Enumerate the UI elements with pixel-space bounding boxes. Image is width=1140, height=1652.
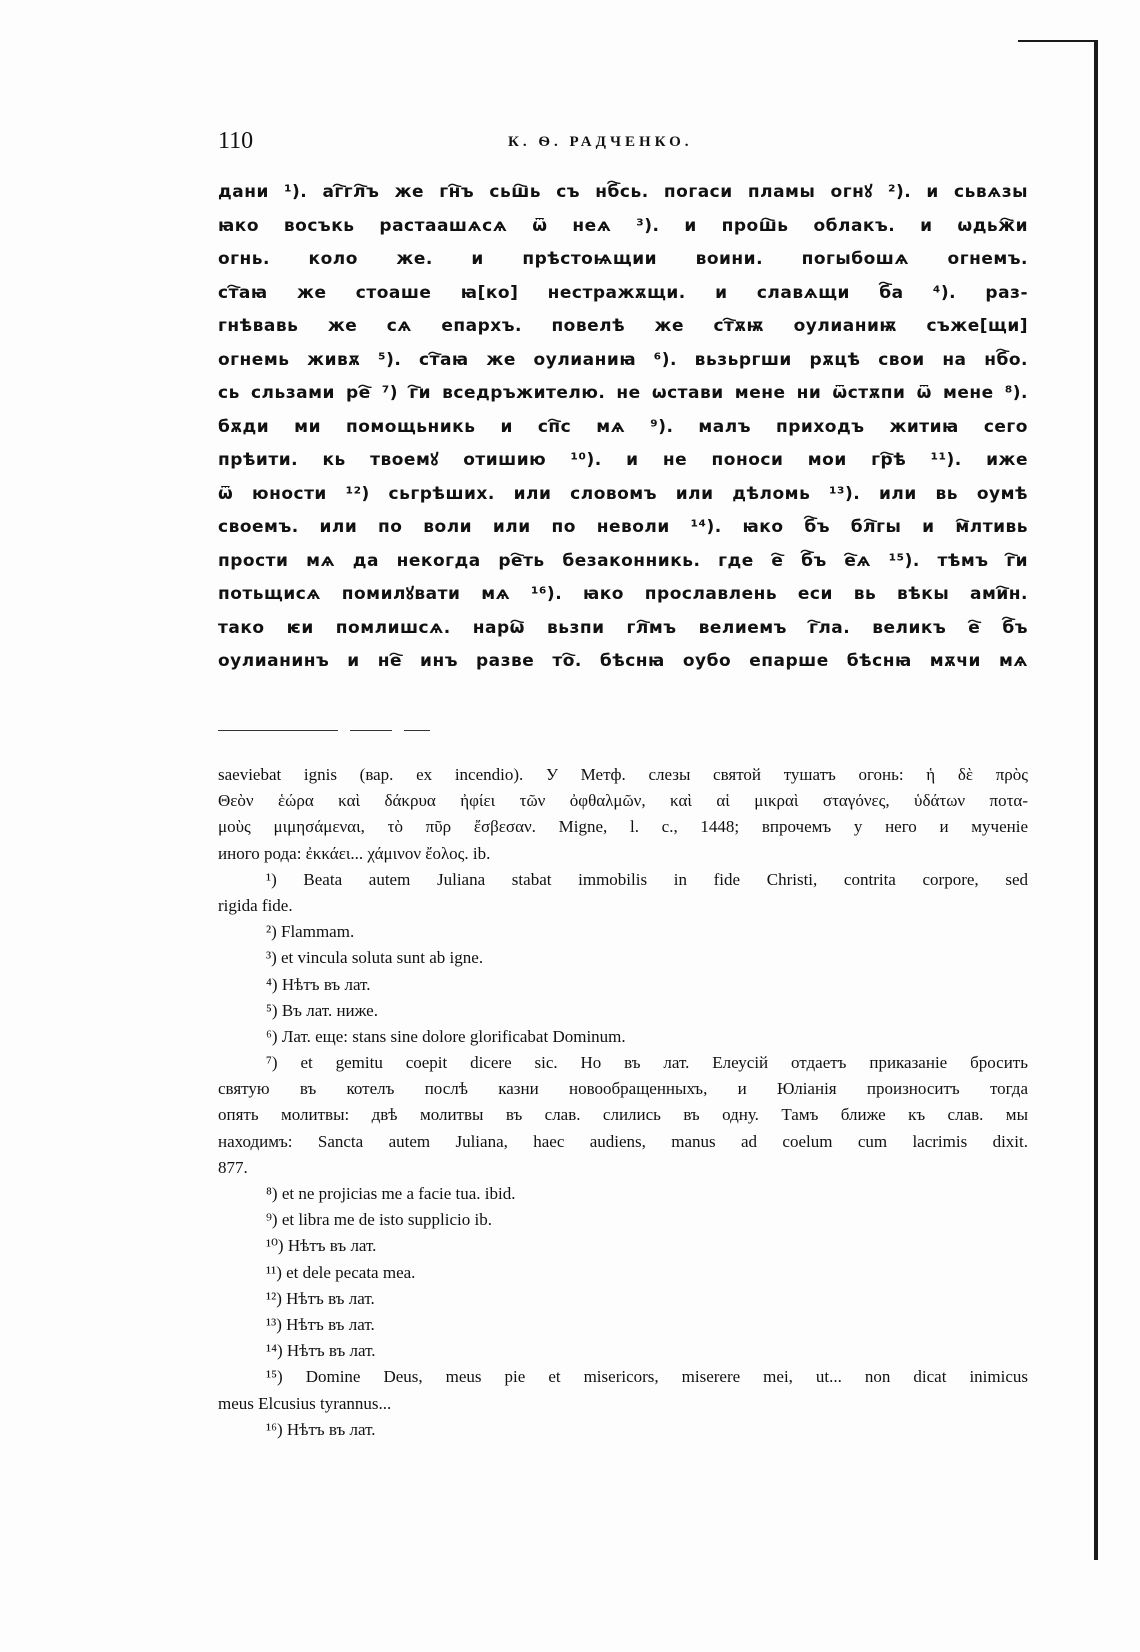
main-text-line: бѫди ми помощьникь и сп҇с мѧ ⁹). малъ приходъ житиꙗ сего xyxy=(218,416,1028,437)
footnote-line: ¹⁶) Нѣтъ въ лат. xyxy=(266,1419,376,1439)
main-text-line: потьщисѧ помилꙋвати мѧ ¹⁶). ꙗко прославлень еси вь вѣкы ами҇н. xyxy=(218,584,1028,604)
main-text-line: оулианинъ и не҇ инъ разве то҇. бѣснꙗ оубо епарше бѣснꙗ мѫчи мѧ xyxy=(218,651,1028,671)
page-header xyxy=(218,128,1028,168)
footnote-line: ⁹) et libra me de isto supplicio ib. xyxy=(266,1210,492,1230)
main-text-line: своемъ. или по воли или по неволи ¹⁴). ꙗко б҇ъ бл҇гы и м҇лтивь xyxy=(218,517,1028,537)
footnotes xyxy=(218,762,1028,1443)
slavonic-main-text xyxy=(218,176,1028,679)
footnote-line: ⁴) Нѣтъ въ лат. xyxy=(266,974,371,994)
main-text-line: сь сльзами ре҇ ⁷) г҇и вседръжителю. не ѡстави мене ни ѿстѫпи ѿ мене ⁸). xyxy=(218,383,1028,403)
footnote-line: rigida fide. xyxy=(218,895,293,915)
footnote-line: Θεὸν ἑώρα καὶ δάκρυα ἠφίει τῶν ὀφθαλμῶν, καὶ αἱ μικραὶ σταγόνες, ὑδάτων ποτα- xyxy=(218,791,1028,811)
footnote-line: ¹¹) et dele pecata mea. xyxy=(266,1262,416,1282)
footnote-line: ¹⁴) Нѣтъ въ лат. xyxy=(266,1341,376,1361)
footnote-line: ⁸) et ne projicias me a facie tua. ibid. xyxy=(266,1184,516,1203)
main-text-line: гнѣвавь же сѧ епархъ. повелѣ же ст҇ѫѭ оулианиѭ съже[щи] xyxy=(218,316,1028,336)
main-text-line: прѣити. кь твоемꙋ отишию ¹⁰). и не поноси мои гр҇ѣ ¹¹). иже xyxy=(218,450,1028,470)
main-text-line: дани ¹). аг҇гл҇ъ же гн҇ъ сьш҇ь съ нб҇сь. погаси пламы огнꙋ ²). и сьвѧзы xyxy=(218,182,1028,202)
footnote-line: μοὺς μιμησάμεναι, τὸ πῦρ ἔσβεσαν. Migne, l. c., 1448; впрочемъ у него и мученіе xyxy=(218,817,1028,837)
footnote-line: ¹⁰) Нѣтъ въ лат. xyxy=(266,1236,377,1256)
running-head: К. Ѳ. РАДЧЕНКО. xyxy=(508,134,693,150)
footnote-line: ⁶) Лат. еще: stans sine dolore glorificabat Dominum. xyxy=(266,1026,626,1046)
main-text-line: тако ѥи помлишсѧ. нарѡ҇ вьзпи гл҇мъ велиемъ г҇ла. великъ е҇ б҇ъ xyxy=(218,617,1028,638)
footnote-line: святую въ котелъ послѣ казни новообращенныхъ, и Юліанія произноситъ тогда xyxy=(218,1079,1028,1099)
main-text-line: ѿ юности ¹²) сьгрѣших. или словомъ или дѣломь ¹³). или вь оумѣ xyxy=(218,483,1028,504)
main-text-line: огнемь живѫ ⁵). ст҇аꙗ же оулианиꙗ ⁶). вьзьргши рѫцѣ свои на нб҇о. xyxy=(218,349,1028,370)
page-edge-tick xyxy=(1018,40,1098,42)
footnote-line: опять молитвы: двѣ молитвы въ слав. слились въ одну. Тамъ ближе къ слав. мы xyxy=(218,1105,1028,1125)
main-text-line: ꙗко восъкь растаашѧсѧ ѿ неѧ ³). и прош҇ь облакъ. и ѡдьж҇и xyxy=(218,215,1028,236)
main-text-line: прости мѧ да некогда ре҇ть безаконникь. где е҇ б҇ъ е҇ѧ ¹⁵). тѣмъ г҇и xyxy=(218,550,1028,571)
main-text-line: ст҇аꙗ же стоаше ꙗ[ко] нестражѫщи. и славѧщи б҇а ⁴). раз- xyxy=(218,282,1028,303)
footnote-line: иного рода: ἐκκάει... χάμινον ἔολος. ib. xyxy=(218,843,491,863)
page-number: 110 xyxy=(218,128,254,154)
footnote-line: meus Elcusius tyrannus... xyxy=(218,1393,392,1413)
footnote-line: находимъ: Sancta autem Juliana, haec audiens, manus ad coelum cum lacrimis dixit. xyxy=(218,1131,1028,1151)
footnote-line: ⁷) et gemitu coepit dicere sic. Но въ лат. Елеусій отдаетъ приказаніе бросить xyxy=(266,1053,1028,1073)
footnote-line: ¹) Beata autem Juliana stabat immobilis in fide Christi, contrita corpore, sed xyxy=(266,869,1028,889)
main-text-line: огнь. коло же. и прѣстоѩщии воини. погыбошѧ огнемъ. xyxy=(218,249,1028,269)
footnote-line: ¹⁵) Domine Deus, meus pie et misericors, miserere mei, ut... non dicat inimicus xyxy=(266,1367,1028,1387)
footnote-line: ¹³) Нѣтъ въ лат. xyxy=(266,1314,375,1334)
page-edge-line xyxy=(1094,40,1098,1560)
footnote-line: 877. xyxy=(218,1157,248,1177)
footnote-line: ¹²) Нѣтъ въ лат. xyxy=(266,1288,375,1308)
footnote-line: ³) et vincula soluta sunt ab igne. xyxy=(266,948,484,968)
footnote-separator xyxy=(218,730,478,732)
footnote-line: saeviebat ignis (вар. ex incendio). У Метф. слезы святой тушатъ огонь: ἡ δὲ πρὸς xyxy=(218,765,1028,784)
footnote-line: ²) Flammam. xyxy=(266,922,355,942)
footnote-line: ⁵) Въ лат. ниже. xyxy=(266,1000,378,1020)
